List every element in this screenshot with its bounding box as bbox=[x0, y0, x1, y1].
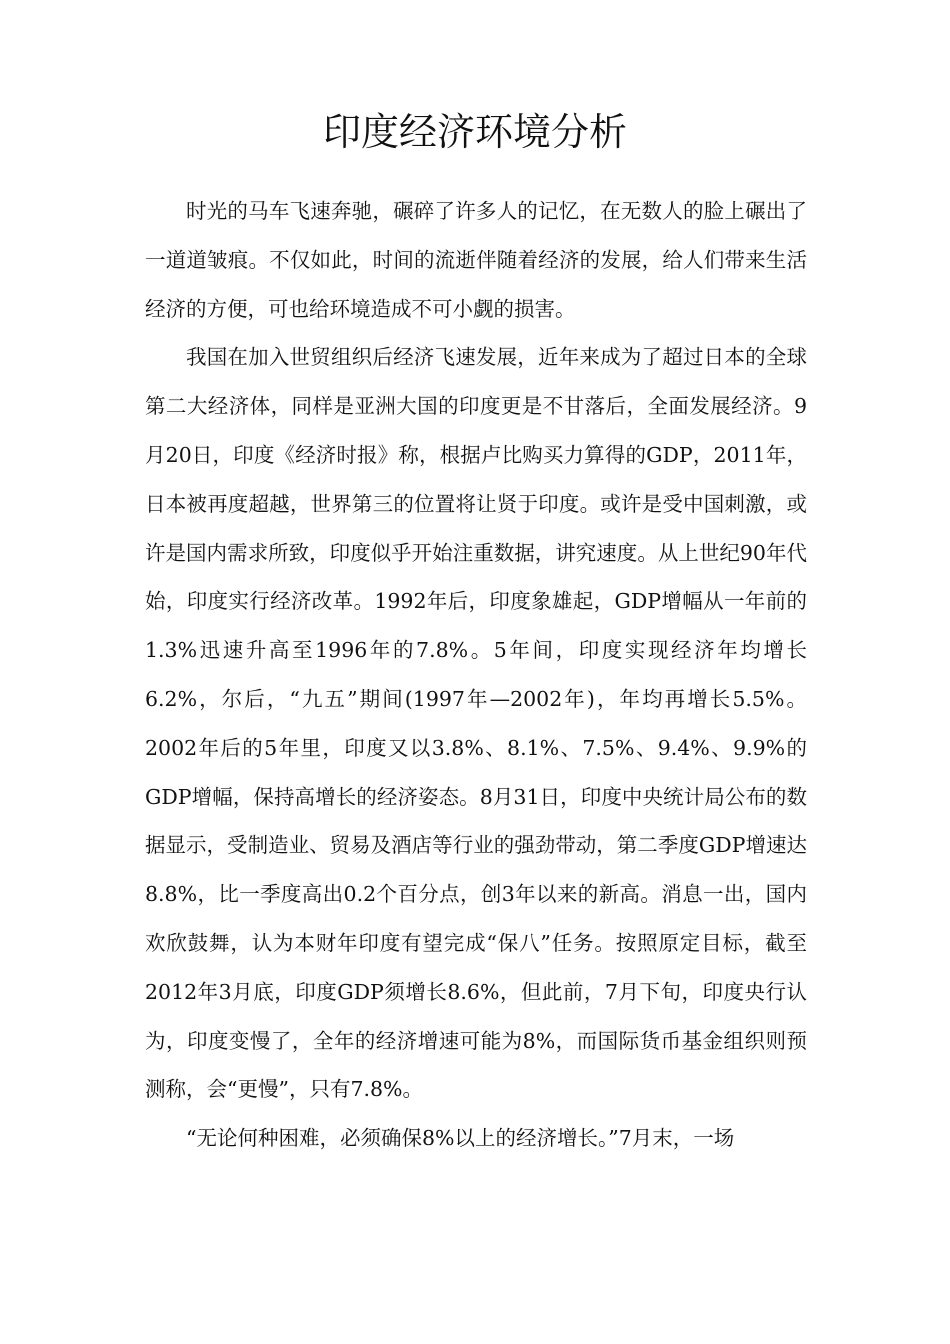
document-title: 印度经济环境分析 bbox=[322, 110, 627, 154]
paragraph-2: 我国在加入世贸组织后经济飞速发展，近年来成为了超过日本的全球第二大经济体，同样是亚洲大国的印度更是不甘落后，全面发展经济。9月20日，印度《经济时报》称，根据卢比购买力算得的GDP，2011年，日本被再度超越，世界第三的位置将让贤于印度。或许是受中国刺激，或许是国内需求所致，印度似乎开始注重数据，讲究速度。从上世纪90年代始，印度实行经济改革。1992年后，印度象雄起，GDP增幅从一年前的1.3%迅速升高至1996年的7.8%。5年间，印度实现经济年均增长6.2%，尔后，“九五”期间(1997年—2002年)，年均再增长5.5%。2002年后的5年里，印度又以3.8%、8.1%、7.5%、9.4%、9.9%的GDP增幅，保持高增长的经济姿态。8月31日，印度中央统计局公布的数据显示，受制造业、贸易及酒店等行业的强劲带动，第二季度GDP增速达8.8%，比一季度高出0.2个百分点，创3年以来的新高。消息一出，国内欢欣鼓舞，认为本财年印度有望完成“保八”任务。按照原定目标，截至2012年3月底，印度GDP须增长8.6%，但此前，7月下旬，印度央行认为，印度变慢了，全年的经济增速可能为8%，而国际货币基金组织则预测称，会“更慢”，只有7.8%。 bbox=[145, 345, 807, 1102]
paragraph-1: 时光的马车飞速奔驰，碾碎了许多人的记忆，在无数人的脸上碾出了一道道皱痕。不仅如此，时间的流逝伴随着经济的发展，给人们带来生活经济的方便，可也给环境造成不可小觑的损害。 bbox=[145, 199, 807, 321]
paragraph-3: “无论何种困难，必须确保8%以上的经济增长。”7月末，一场 bbox=[186, 1126, 735, 1151]
document-body bbox=[145, 187, 807, 1163]
